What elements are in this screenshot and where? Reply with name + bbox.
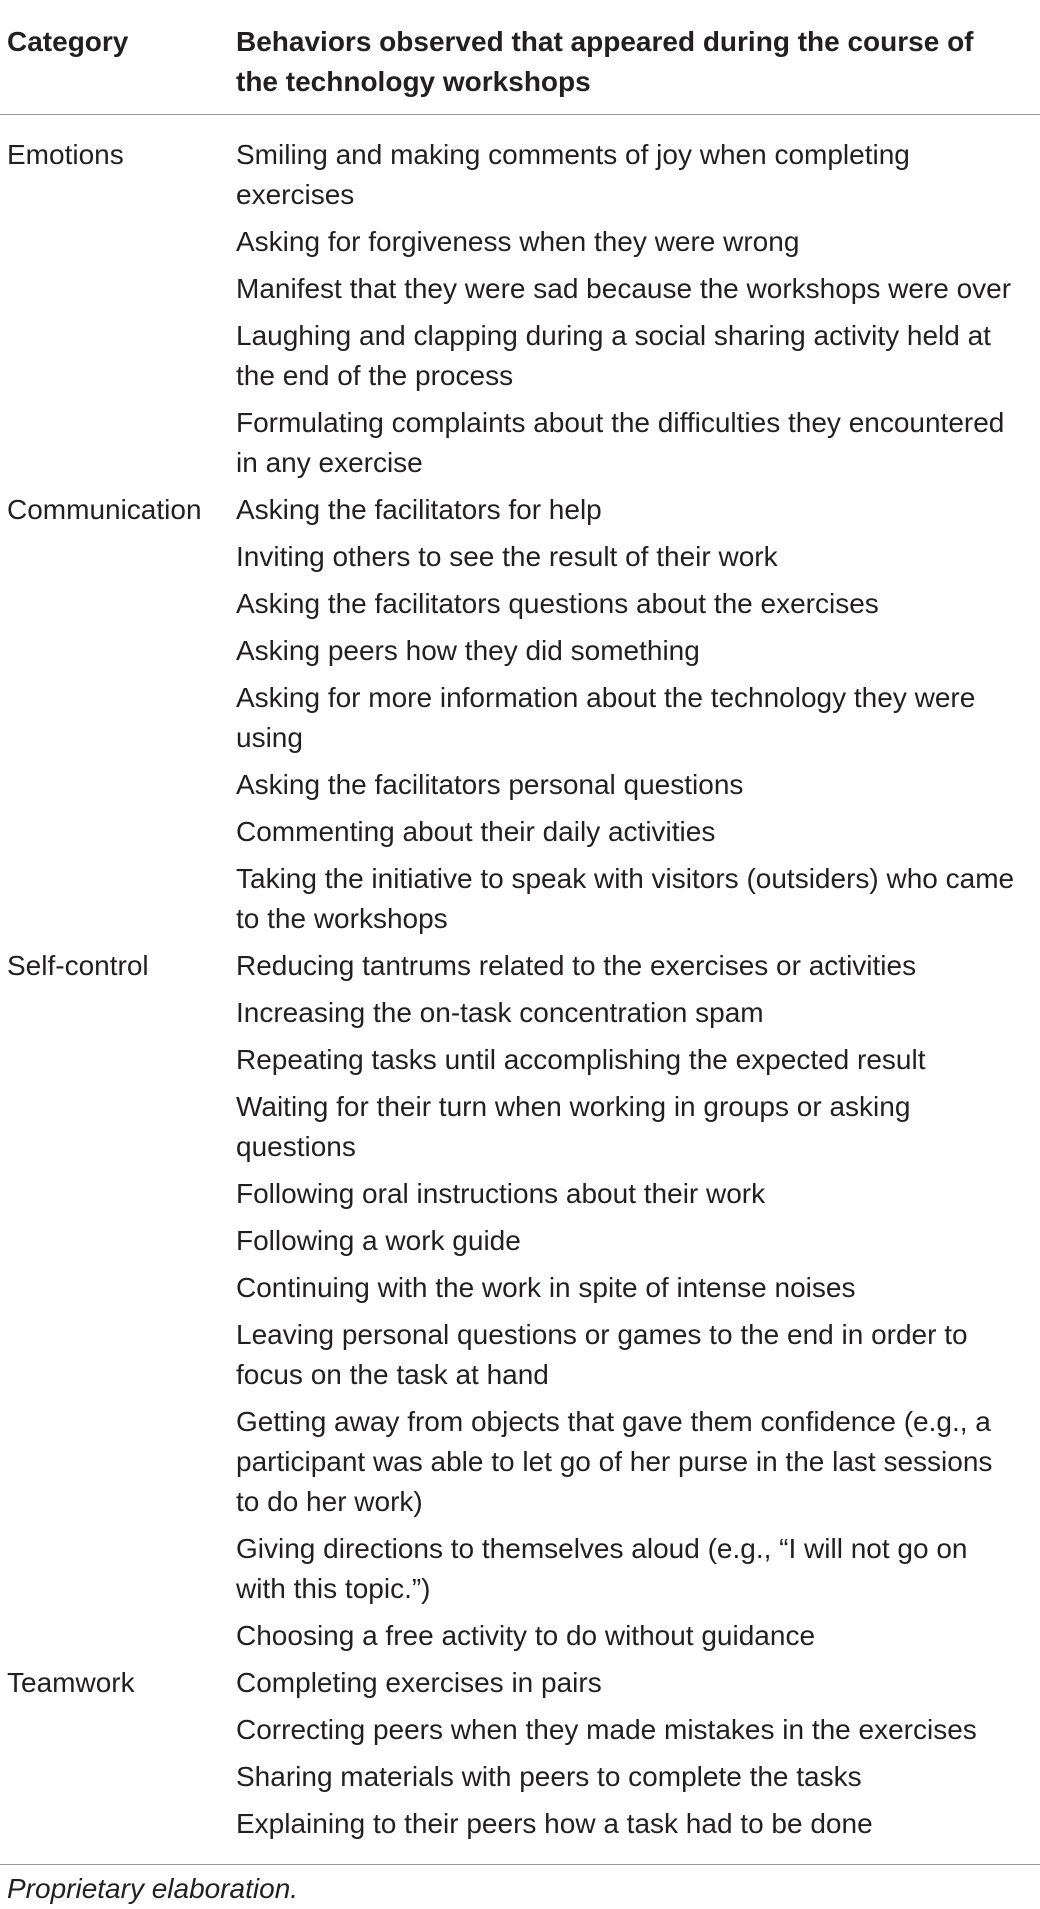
behavior-item: Completing exercises in pairs bbox=[236, 1667, 602, 1698]
behaviors-cell bbox=[236, 1663, 1040, 1854]
behavior-item: Asking for more information about the technology they were using bbox=[236, 682, 976, 753]
behavior-item: Asking the facilitators for help bbox=[236, 494, 602, 525]
behavior-item: Explaining to their peers how a task had to be done bbox=[236, 1808, 873, 1839]
behavior-item: Asking for forgiveness when they were wrong bbox=[236, 226, 800, 257]
behavior-item: Asking peers how they did something bbox=[236, 635, 700, 666]
table-body bbox=[0, 115, 1040, 1855]
behavior-item: Formulating complaints about the difficulties they encountered in any exercise bbox=[236, 407, 1005, 478]
behavior-item: Taking the initiative to speak with visitors (outsiders) who came to the workshops bbox=[236, 863, 1015, 934]
behavior-item: Getting away from objects that gave them confidence (e.g., a participant was able to let go of her purse in the last sessions to do her work) bbox=[236, 1406, 993, 1517]
behavior-item: Reducing tantrums related to the exercises or activities bbox=[236, 950, 917, 981]
behavior-item: Repeating tasks until accomplishing the expected result bbox=[236, 1044, 926, 1075]
behavior-item: Laughing and clapping during a social sharing activity held at the end of the process bbox=[236, 320, 991, 391]
behavior-item: Giving directions to themselves aloud (e.g., “I will not go on with this topic.”) bbox=[236, 1533, 968, 1604]
table-row bbox=[0, 1663, 1040, 1854]
category-cell: Emotions bbox=[7, 139, 124, 170]
behavior-item: Asking the facilitators personal questions bbox=[236, 769, 744, 800]
header-behaviors: Behaviors observed that appeared during the course of the technology workshops bbox=[236, 14, 1040, 115]
behavior-item: Commenting about their daily activities bbox=[236, 816, 716, 847]
behavior-item: Leaving personal questions or games to the end in order to focus on the task at hand bbox=[236, 1319, 968, 1390]
behaviors-cell bbox=[236, 115, 1040, 491]
table-row bbox=[0, 115, 1040, 491]
table-header-row bbox=[0, 14, 1040, 115]
behavior-item: Sharing materials with peers to complete the tasks bbox=[236, 1761, 862, 1792]
table-row bbox=[0, 946, 1040, 1663]
category-cell: Self-control bbox=[7, 950, 149, 981]
behavior-item: Waiting for their turn when working in groups or asking questions bbox=[236, 1091, 911, 1162]
behavior-item: Correcting peers when they made mistakes in the exercises bbox=[236, 1714, 977, 1745]
table-footnote: Proprietary elaboration. bbox=[7, 1873, 299, 1904]
behavior-item: Following oral instructions about their work bbox=[236, 1178, 766, 1209]
category-cell: Communication bbox=[7, 494, 202, 525]
behavior-item: Choosing a free activity to do without guidance bbox=[236, 1620, 816, 1651]
behavior-item: Inviting others to see the result of their work bbox=[236, 541, 778, 572]
behavior-item: Continuing with the work in spite of intense noises bbox=[236, 1272, 856, 1303]
category-cell: Teamwork bbox=[7, 1667, 135, 1698]
header-category: Category bbox=[0, 14, 236, 115]
table-row bbox=[0, 490, 1040, 946]
behaviors-table bbox=[0, 14, 1040, 1854]
behavior-item: Increasing the on-task concentration spam bbox=[236, 997, 764, 1028]
behaviors-cell bbox=[236, 490, 1040, 946]
behavior-item: Manifest that they were sad because the workshops were over bbox=[236, 273, 1012, 304]
behavior-item: Following a work guide bbox=[236, 1225, 521, 1256]
behavior-item: Smiling and making comments of joy when completing exercises bbox=[236, 139, 910, 210]
behavior-item: Asking the facilitators questions about the exercises bbox=[236, 588, 879, 619]
behaviors-cell bbox=[236, 946, 1040, 1663]
